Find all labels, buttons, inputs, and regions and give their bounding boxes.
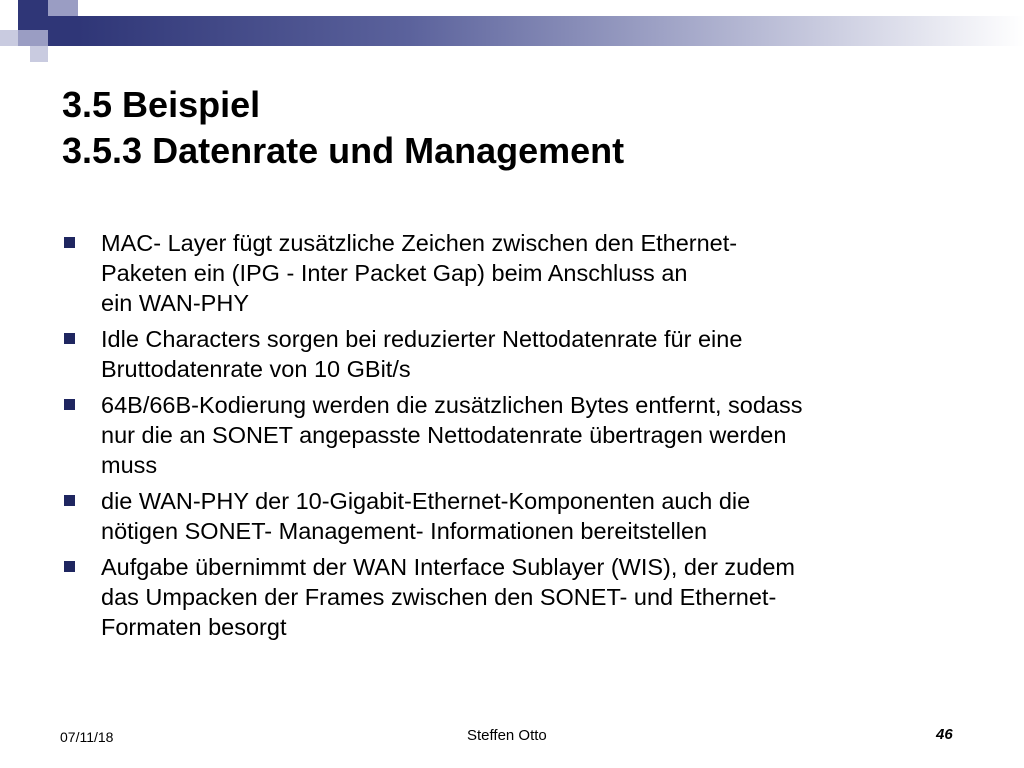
footer-author: Steffen Otto — [467, 727, 547, 744]
slide-title-line-2: 3.5.3 Datenrate und Management — [62, 130, 625, 171]
slide-title — [62, 82, 962, 174]
footer-date: 07/11/18 — [60, 729, 114, 745]
header-square-lavender-2 — [18, 30, 48, 46]
header-square-lavender — [48, 0, 78, 16]
header-square-navy — [18, 0, 48, 30]
header-gradient-bar — [78, 16, 1024, 46]
bullet-list — [62, 228, 962, 648]
bullet-square-icon — [64, 333, 75, 344]
bullet-item: Idle Characters sorgen bei reduzierter Nettodatenrate für eine Bruttodatenrate von 10 GBit/s — [62, 324, 962, 384]
header-square-pale-2 — [30, 46, 48, 62]
bullet-item: MAC- Layer fügt zusätzliche Zeichen zwischen den Ethernet- Paketen ein (IPG - Inter Packet Gap) beim Anschluss an ein WAN-PHY — [62, 228, 962, 318]
header-square-pale — [0, 30, 18, 46]
bullet-square-icon — [64, 561, 75, 572]
bullet-item: die WAN-PHY der 10-Gigabit-Ethernet-Komponenten auch die nötigen SONET- Management- Informationen bereitstellen — [62, 486, 962, 546]
bullet-item: 64B/66B-Kodierung werden die zusätzlichen Bytes entfernt, sodass nur die an SONET angepasste Nettodatenrate übertragen werden muss — [62, 390, 962, 480]
slide-title-line-1: 3.5 Beispiel — [62, 84, 261, 125]
footer-page-number: 46 — [936, 726, 953, 743]
bullet-square-icon — [64, 237, 75, 248]
header-square-navy-2 — [48, 16, 78, 46]
bullet-square-icon — [64, 399, 75, 410]
bullet-square-icon — [64, 495, 75, 506]
bullet-item: Aufgabe übernimmt der WAN Interface Sublayer (WIS), der zudem das Umpacken der Frames zwischen den SONET- und Ethernet- Formaten besorgt — [62, 552, 962, 642]
